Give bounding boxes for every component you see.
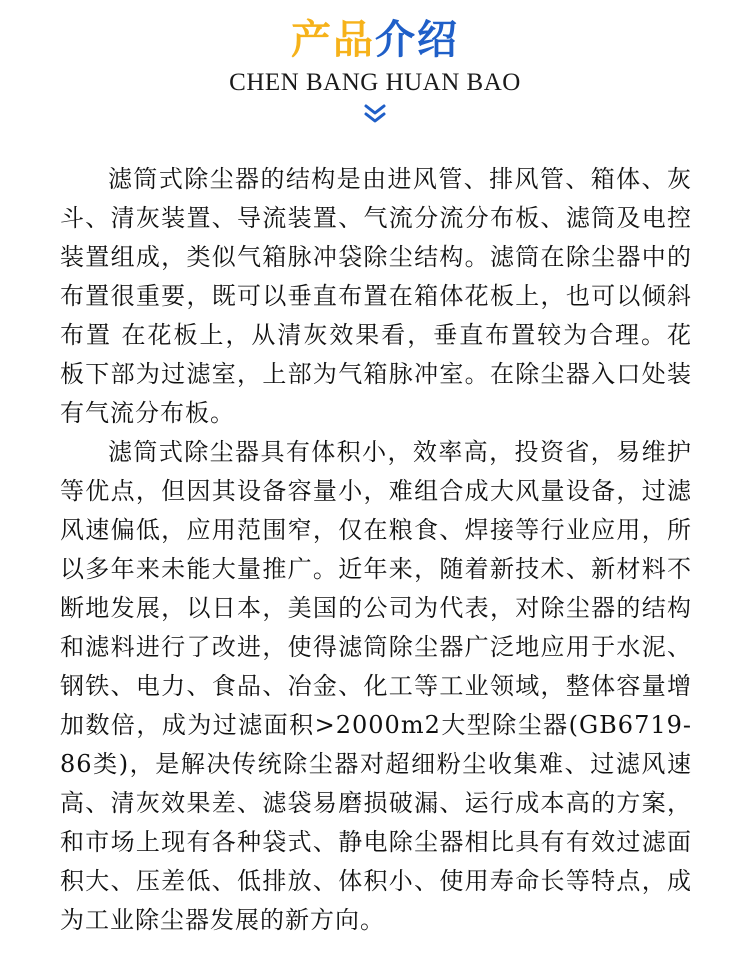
title-part-product: 产品 xyxy=(291,17,375,63)
page-subtitle: CHEN BANG HUAN BAO xyxy=(229,69,521,96)
title-part-intro: 介绍 xyxy=(375,17,459,63)
section-header xyxy=(0,0,750,140)
double-chevron-down-icon xyxy=(363,104,387,124)
page-title xyxy=(0,14,750,66)
article-body xyxy=(60,160,692,940)
paragraph-advantages: 滤筒式除尘器具有体积小，效率高，投资省，易维护等优点，但因其设备容量小，难组合成大风量设备，过滤风速偏低，应用范围窄，仅在粮食、焊接等行业应用，所以多年来未能大量推广。近年来，随着新技术、新材料不断地发展，以日本，美国的公司为代表，对除尘器的结构和滤料进行了改进，使得滤筒除尘器广泛地应用于水泥、钢铁、电力、食品、冶金、化工等工业领域，整体容量增加数倍，成为过滤面积>2000m2大型除尘器(GB6719-86类)，是解决传统除尘器对超细粉尘收集难、过滤风速高、清灰效果差、滤袋易磨损破漏、运行成本高的方案，和市场上现有各种袋式、静电除尘器相比具有有效过滤面积大、压差低、低排放、体积小、使用寿命长等特点，成为工业除尘器发展的新方向。 xyxy=(60,438,692,934)
paragraph-structure: 滤筒式除尘器的结构是由进风管、排风管、箱体、灰斗、清灰装置、导流装置、气流分流分布板、滤筒及电控装置组成，类似气箱脉冲袋除尘结构。滤筒在除尘器中的布置很重要，既可以垂直布置在箱体花板上，也可以倾斜布置 在花板上，从清灰效果看，垂直布置较为合理。花板下部为过滤室，上部为气箱脉冲室。在除尘器入口处装有气流分布板。 xyxy=(60,165,692,427)
